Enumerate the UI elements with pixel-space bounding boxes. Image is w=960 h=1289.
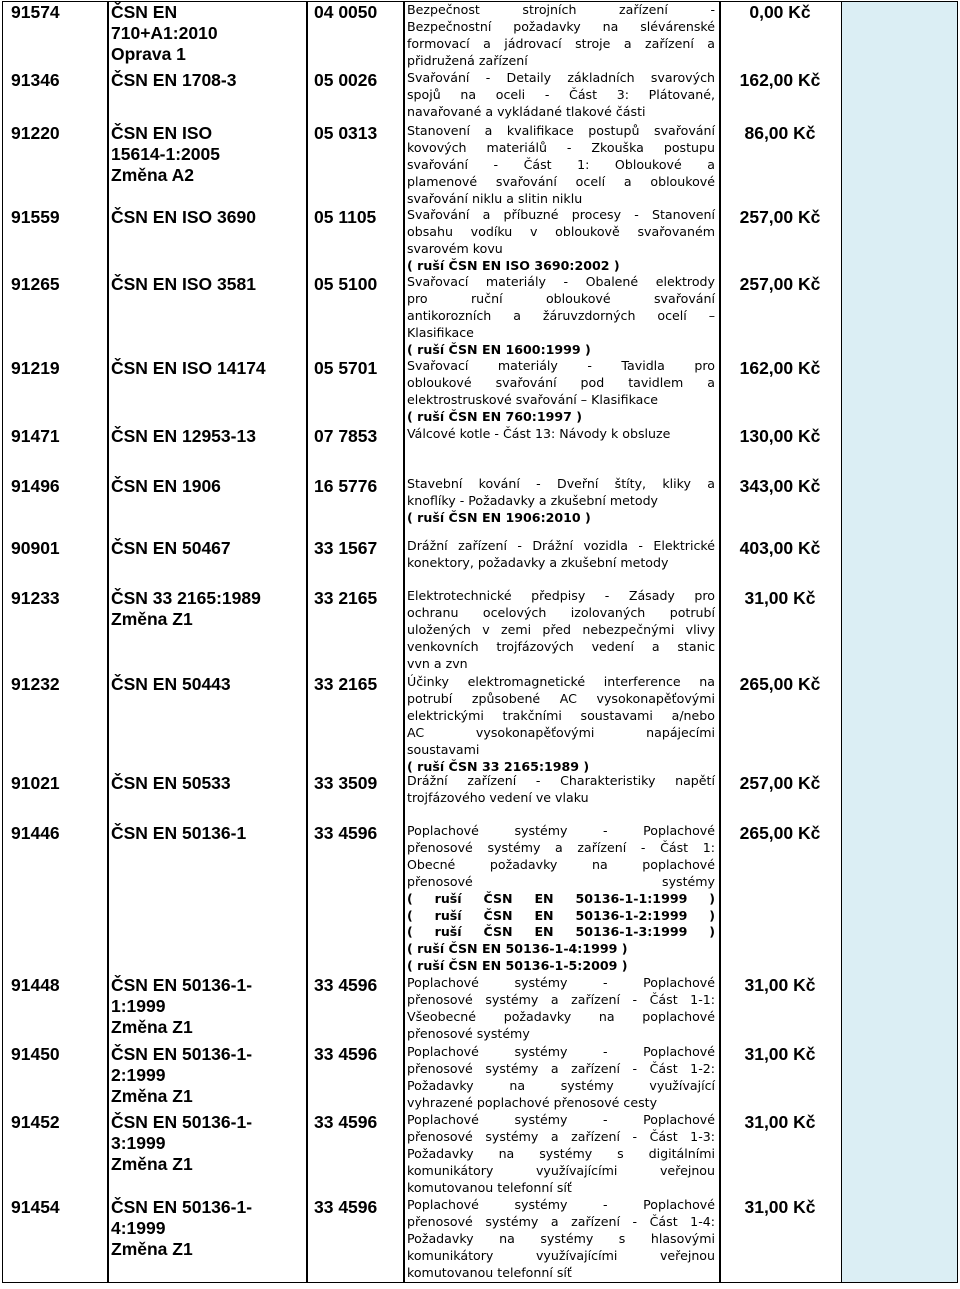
standard-title <box>407 538 715 572</box>
price: 130,00 Kč <box>739 426 821 446</box>
title-line: vyhrazené poplachové přenosové cesty <box>407 1094 658 1110</box>
standard-title <box>407 358 715 426</box>
designation-line: Změna Z1 <box>111 1154 193 1174</box>
standard-title <box>407 773 715 807</box>
designation-line: ČSN EN 50136-1- <box>111 975 253 995</box>
designation-line: Změna Z1 <box>111 1017 193 1037</box>
class-code: 33 4596 <box>314 1044 378 1064</box>
price: 257,00 Kč <box>739 773 821 793</box>
price: 31,00 Kč <box>744 1197 816 1217</box>
catalog-number: 91452 <box>11 1112 60 1132</box>
title-line: venkovních trojfázových vedení a stanic <box>407 638 715 654</box>
replaces-note: ( ruší ČSN 33 2165:1989 ) <box>407 758 590 774</box>
standard-title <box>407 588 715 673</box>
title-line: Poplachové systémy - Poplachové <box>407 1197 715 1212</box>
title-line: komunikátory využívajícími veřejnou <box>407 1162 715 1178</box>
standard-designation <box>111 1197 311 1260</box>
catalog-number: 91454 <box>11 1197 60 1217</box>
title-line: Poplachové systémy - Poplachové <box>407 1112 715 1127</box>
designation-line: 4:1999 <box>111 1218 166 1238</box>
standard-designation <box>111 975 311 1038</box>
class-code: 33 2165 <box>314 674 378 694</box>
class-code: 33 1567 <box>314 538 378 558</box>
title-line: knoflíky - Požadavky a zkušební metody <box>407 492 659 508</box>
designation-line: ČSN EN ISO <box>111 123 213 143</box>
title-line: přenosové systémy <box>407 1025 530 1041</box>
class-code: 33 4596 <box>314 1112 378 1132</box>
price: 265,00 Kč <box>739 674 821 694</box>
price: 162,00 Kč <box>739 358 821 378</box>
title-line: elektrickými trakčními soustavami a/nebo <box>407 707 715 723</box>
standard-designation <box>111 274 311 295</box>
title-line: Poplachové systémy - Poplachové <box>407 975 715 990</box>
price: 31,00 Kč <box>744 588 816 608</box>
standard-title <box>407 1112 715 1197</box>
title-line: konektory, požadavky a zkušební metody <box>407 554 669 570</box>
title-line: obloukové svařování pod tavidlem a <box>407 374 715 390</box>
replaces-note: ( ruší ČSN EN 50136-1-1:1999 ) <box>407 890 715 906</box>
standard-designation <box>111 1112 311 1175</box>
title-line: pro ruční obloukové svařování <box>407 290 715 306</box>
title-line: přenosové systémy a zařízení - Část 1-2: <box>407 1060 715 1076</box>
title-line: Stavební kování - Dveřní štíty, kliky a <box>407 476 715 491</box>
title-line: Elektrotechnické předpisy - Zásady pro <box>407 588 715 603</box>
title-line: Drážní zařízení - Drážní vozidla - Elektrické <box>407 538 715 553</box>
column-divider <box>107 2 109 1283</box>
designation-line: ČSN EN 50467 <box>111 538 231 558</box>
catalog-number: 91219 <box>11 358 60 378</box>
standard-title <box>407 823 715 975</box>
standard-title <box>407 207 715 275</box>
title-line: spojů na oceli - Část 3: Plátované, <box>407 86 715 102</box>
title-line: uložených v zemi před nebezpečnými vlivy <box>407 621 715 637</box>
class-code: 16 5776 <box>314 476 378 496</box>
price: 343,00 Kč <box>739 476 821 496</box>
catalog-number: 91559 <box>11 207 60 227</box>
title-line: svarovém kovu <box>407 240 503 256</box>
price: 86,00 Kč <box>744 123 816 143</box>
replaces-note: ( ruší ČSN EN 760:1997 ) <box>407 408 583 424</box>
standard-designation <box>111 476 311 497</box>
designation-line: ČSN EN ISO 14174 <box>111 358 266 378</box>
catalog-number: 91265 <box>11 274 60 294</box>
replaces-note: ( ruší ČSN EN 50136-1-5:2009 ) <box>407 958 628 974</box>
designation-line: ČSN EN 12953-13 <box>111 426 256 446</box>
title-line: Stanovení a kvalifikace postupů svařování <box>407 123 715 138</box>
title-line: elektrostruskové svařování – Klasifikace <box>407 391 659 407</box>
replaces-note: ( ruší ČSN EN 1906:2010 ) <box>407 509 591 525</box>
standard-designation <box>111 70 311 91</box>
title-line: přidružená zařízení <box>407 52 528 68</box>
replaces-note: ( ruší ČSN EN 50136-1-2:1999 ) <box>407 907 715 923</box>
price: 162,00 Kč <box>739 70 821 90</box>
title-line: Drážní zařízení - Charakteristiky napětí <box>407 773 715 788</box>
standard-designation <box>111 1044 311 1107</box>
price: 257,00 Kč <box>739 274 821 294</box>
designation-line: Změna Z1 <box>111 609 193 629</box>
title-line: přenosové systémy a zařízení - Část 1-1: <box>407 991 715 1007</box>
designation-line: 15614-1:2005 <box>111 144 220 164</box>
designation-line: ČSN EN 50136-1- <box>111 1112 253 1132</box>
price: 31,00 Kč <box>744 1112 816 1132</box>
replaces-note: ( ruší ČSN EN ISO 3690:2002 ) <box>407 257 620 273</box>
price: 0,00 Kč <box>749 2 811 22</box>
title-line: kovových materiálů - Zkouška postupu <box>407 139 715 155</box>
title-line: Svařovací materiály - Tavidla pro <box>407 358 715 373</box>
title-line: svařování - Část 1: Obloukové a <box>407 156 715 172</box>
title-line: Poplachové systémy - Poplachové <box>407 823 715 838</box>
catalog-number: 90901 <box>11 538 60 558</box>
column-divider <box>719 2 721 1283</box>
standard-title <box>407 426 715 443</box>
standards-table <box>2 1 958 1283</box>
standard-title <box>407 476 715 527</box>
title-line: soustavami <box>407 741 480 757</box>
price: 257,00 Kč <box>739 207 821 227</box>
designation-line: 1:1999 <box>111 996 166 1016</box>
title-line: trojfázového vedení ve vlaku <box>407 789 589 805</box>
title-line: Poplachové systémy - Poplachové <box>407 1044 715 1059</box>
price: 265,00 Kč <box>739 823 821 843</box>
title-line: Požadavky na systémy s digitálními <box>407 1145 715 1161</box>
standard-title <box>407 1197 715 1282</box>
title-line: antikorozních a žáruvzdorných ocelí – <box>407 307 715 323</box>
catalog-number: 91574 <box>11 2 60 22</box>
designation-line: Změna A2 <box>111 165 194 185</box>
designation-line: ČSN EN 1906 <box>111 476 221 496</box>
standard-title <box>407 123 715 208</box>
title-line: plamenové svařování ocelí a obloukové <box>407 173 715 189</box>
title-line: přenosové systémy a zařízení - Část 1-4: <box>407 1213 715 1229</box>
title-line: Obecné požadavky na poplachové <box>407 856 715 872</box>
designation-line: ČSN EN 50136-1 <box>111 823 247 843</box>
title-line: navařované a vykládané tlakové části <box>407 103 646 119</box>
title-line: přenosové systémy <box>407 873 715 889</box>
standard-title <box>407 674 715 775</box>
title-line: komutovanou telefonní síť <box>407 1264 572 1280</box>
standard-designation <box>111 358 311 379</box>
designation-line: ČSN EN 50443 <box>111 674 231 694</box>
title-line: přenosové systémy a zařízení - Část 1: <box>407 839 715 855</box>
standard-title <box>407 274 715 359</box>
standard-designation <box>111 773 311 794</box>
class-code: 33 4596 <box>314 1197 378 1217</box>
class-code: 05 5100 <box>314 274 378 294</box>
standard-designation <box>111 123 311 186</box>
designation-line: ČSN EN 50533 <box>111 773 231 793</box>
designation-line: Změna Z1 <box>111 1086 193 1106</box>
price: 31,00 Kč <box>744 1044 816 1064</box>
title-line: obsahu vodíku v obloukově svařovaném <box>407 223 715 239</box>
title-line: Bezpečnostní požadavky na slévárenské <box>407 18 715 34</box>
designation-line: 2:1999 <box>111 1065 166 1085</box>
designation-line: ČSN EN 50136-1- <box>111 1044 253 1064</box>
designation-line: ČSN EN <box>111 2 178 22</box>
price: 403,00 Kč <box>739 538 821 558</box>
designation-line: ČSN EN ISO 3581 <box>111 274 256 294</box>
class-code: 33 4596 <box>314 823 378 843</box>
title-line: komutovanou telefonní síť <box>407 1179 572 1195</box>
designation-line: ČSN EN 50136-1- <box>111 1197 253 1217</box>
title-line: Všeobecné požadavky na poplachové <box>407 1008 715 1024</box>
class-code: 04 0050 <box>314 2 378 22</box>
catalog-number: 91471 <box>11 426 60 446</box>
title-line: ochranu ocelových izolovaných potrubí <box>407 604 715 620</box>
title-line: komunikátory využívajícími veřejnou <box>407 1247 715 1263</box>
standard-designation <box>111 2 311 65</box>
title-line: Požadavky na systémy s hlasovými <box>407 1230 715 1246</box>
column-divider <box>403 2 405 1283</box>
designation-line: 3:1999 <box>111 1133 166 1153</box>
class-code: 05 1105 <box>314 207 377 227</box>
catalog-number: 91446 <box>11 823 60 843</box>
standard-title <box>407 70 715 121</box>
side-stripe <box>841 2 958 1283</box>
class-code: 33 2165 <box>314 588 378 608</box>
title-line: svařování niklu a slitin niklu <box>407 190 583 206</box>
designation-line: ČSN EN 1708-3 <box>111 70 237 90</box>
title-line: Požadavky na systémy využívající <box>407 1077 715 1093</box>
designation-line: ČSN 33 2165:1989 <box>111 588 261 608</box>
title-line: Klasifikace <box>407 324 474 340</box>
title-line: Bezpečnost strojních zařízení - <box>407 2 715 17</box>
designation-line: ČSN EN ISO 3690 <box>111 207 256 227</box>
catalog-number: 91021 <box>11 773 60 793</box>
catalog-number: 91450 <box>11 1044 60 1064</box>
catalog-number: 91220 <box>11 123 60 143</box>
title-line: Svařování - Detaily základních svarových <box>407 70 715 85</box>
catalog-number: 91233 <box>11 588 60 608</box>
replaces-note: ( ruší ČSN EN 1600:1999 ) <box>407 341 591 357</box>
title-line: formovací a jádrovací stroje a zařízení a <box>407 35 715 51</box>
replaces-note: ( ruší ČSN EN 50136-1-4:1999 ) <box>407 941 628 957</box>
standard-title <box>407 975 715 1043</box>
title-line: Svařovací materiály - Obalené elektrody <box>407 274 715 289</box>
standard-designation <box>111 538 311 559</box>
standard-title <box>407 1044 715 1112</box>
catalog-number: 91346 <box>11 70 60 90</box>
catalog-number: 91232 <box>11 674 60 694</box>
class-code: 05 0313 <box>314 123 378 143</box>
standard-designation <box>111 426 311 447</box>
title-line: AC vysokonapěťovými napájecími <box>407 724 715 740</box>
standard-designation <box>111 588 311 630</box>
title-line: Svařování a příbuzné procesy - Stanovení <box>407 207 715 222</box>
standard-designation <box>111 207 311 228</box>
standard-designation <box>111 674 311 695</box>
class-code: 05 0026 <box>314 70 378 90</box>
class-code: 33 3509 <box>314 773 378 793</box>
class-code: 07 7853 <box>314 426 378 446</box>
designation-line: 710+A1:2010 <box>111 23 218 43</box>
standard-designation <box>111 823 311 844</box>
class-code: 33 4596 <box>314 975 378 995</box>
title-line: vvn a zvn <box>407 655 468 671</box>
title-line: Válcové kotle - Část 13: Návody k obsluze <box>407 426 671 441</box>
replaces-note: ( ruší ČSN EN 50136-1-3:1999 ) <box>407 924 715 940</box>
standard-title <box>407 2 715 70</box>
designation-line: Oprava 1 <box>111 44 186 64</box>
price: 31,00 Kč <box>744 975 816 995</box>
title-line: přenosové systémy a zařízení - Část 1-3: <box>407 1128 715 1144</box>
catalog-number: 91448 <box>11 975 60 995</box>
title-line: potrubí způsobené AC vysokonapěťovými <box>407 690 715 706</box>
catalog-number: 91496 <box>11 476 60 496</box>
class-code: 05 5701 <box>314 358 378 378</box>
designation-line: Změna Z1 <box>111 1239 193 1259</box>
title-line: Účinky elektromagnetické interference na <box>407 674 715 689</box>
